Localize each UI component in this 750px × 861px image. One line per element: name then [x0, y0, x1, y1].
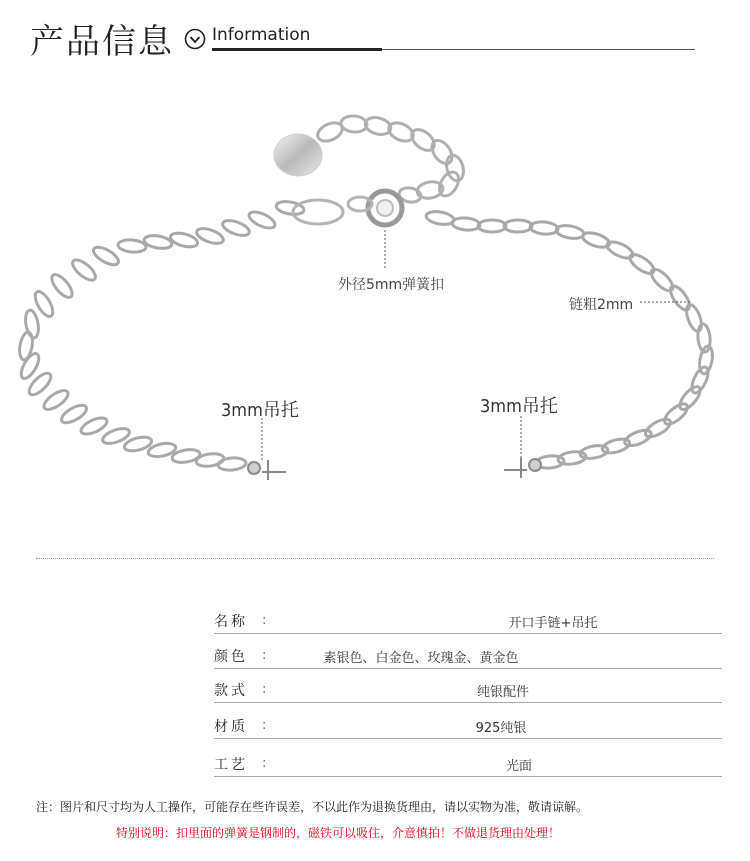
bracelet-product-image [0, 80, 750, 540]
spec-value: 光面 [505, 759, 533, 774]
spec-value: 纯银配件 [476, 685, 530, 700]
spec-label: 颜色 [214, 649, 248, 665]
spec-label: 名称 [214, 614, 248, 630]
spec-colon: : [262, 756, 267, 771]
callout-chain-thickness: 链粗2mm [569, 297, 634, 313]
page-title: 产品信息 [30, 22, 174, 62]
callout-pin-left: 3mm吊托 [221, 400, 299, 421]
spec-value: 素银色、白金色、玫瑰金、黄金色 [323, 651, 519, 666]
spec-row-divider [214, 776, 722, 777]
spec-row-divider [214, 668, 722, 669]
spec-colon: : [262, 648, 267, 663]
spec-colon: : [262, 613, 267, 628]
spec-value: 开口手链+吊托 [508, 616, 598, 631]
disclaimer-note: 注：图片和尺寸均为人工操作，可能存在些许误差，不以此作为退换货理由，请以实物为准，敬请谅解。 [36, 800, 589, 814]
spec-label: 工艺 [214, 757, 248, 773]
title-underline-thin [382, 49, 695, 50]
chevron-down-circle-icon [184, 28, 206, 50]
spec-row-divider [214, 633, 722, 634]
spec-label: 材质 [214, 719, 248, 735]
spec-row-divider [214, 702, 722, 703]
spec-colon: : [262, 718, 267, 733]
spec-value: 925纯银 [475, 721, 527, 736]
special-note: 特别说明：扣里面的弹簧是钢制的，磁铁可以吸住，介意慎拍！不做退货理由处理！ [116, 826, 561, 840]
spec-colon: : [262, 682, 267, 697]
callout-pin-right: 3mm吊托 [480, 396, 558, 417]
callout-clasp: 外径5mm弹簧扣 [338, 277, 445, 293]
spec-label: 款式 [214, 683, 248, 699]
section-subtitle: Information [212, 25, 311, 45]
section-divider [36, 558, 714, 559]
spec-row-divider [214, 738, 722, 739]
title-underline-bold [212, 48, 382, 51]
